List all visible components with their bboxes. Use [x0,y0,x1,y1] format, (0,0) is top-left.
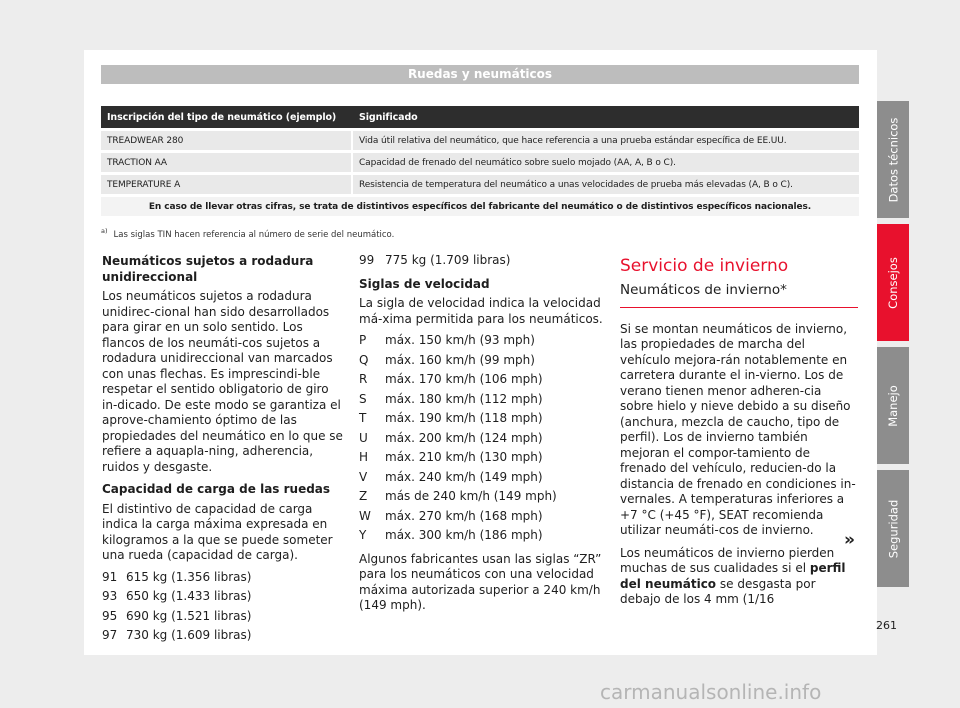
column-right [620,254,858,615]
table-note: En caso de llevar otras cifras, se trata de distintivos específicos del fabricante del neumático o de distintivos específicos nacionales. [101,197,859,216]
speed-value: máx. 300 km/h (186 mph) [385,528,543,542]
speed-value: máx. 180 km/h (112 mph) [385,391,543,406]
table-cell: TEMPERATURE A [101,175,353,194]
table-header-row [101,106,859,128]
paragraph: Algunos fabricantes usan las siglas “ZR” para los neumáticos con una velocidad máxima autorizada superior a 240 km/h (149 mph). [359,551,602,612]
speed-symbol: H [359,450,369,464]
table-header-cell: Inscripción del tipo de neumático (ejemplo) [101,106,353,128]
load-index: 97 [102,628,118,642]
text-run: Los neumáticos de invierno pierden muchas de sus cualidades si el [620,545,835,575]
tab-consejos[interactable] [877,224,909,341]
column-middle [359,254,603,621]
footnote-text: Las siglas TIN hacen referencia al número de serie del neumático. [113,229,395,240]
load-index: 91 [102,569,118,584]
section-title: Servicio de invierno [620,256,789,276]
speed-symbol: Y [359,528,367,542]
continue-chevron-icon: » [844,530,855,550]
list-item [102,568,346,588]
speed-symbol: T [359,411,367,425]
tab-label: Datos técnicos [886,117,900,202]
speed-symbol: V [359,469,368,484]
load-value: 690 kg (1.521 libras) [126,608,252,623]
list-item [359,370,603,390]
heading-speed: Siglas de velocidad [359,276,490,291]
table-header-cell: Significado [353,106,859,128]
tab-label: Consejos [886,256,900,309]
tab-seguridad[interactable] [877,470,909,587]
tire-inscription-table [101,103,859,219]
section-subtitle: Neumáticos de invierno* [620,283,858,308]
load-value: 650 kg (1.433 libras) [126,589,252,603]
table-row [101,153,859,172]
load-value: 730 kg (1.609 libras) [126,628,252,642]
paragraph: Si se montan neumáticos de invierno, las propiedades de marcha del vehículo mejora-rán notablemente en carretera durante el in-vierno. Los de verano tienen menor adheren-cia sobre hielo y nieve debido a su diseño (anchura, mezcla de caucho, tipo de perfil). Los de invierno también mejoran el compor-tamiento de frenado del vehículo, reducien-do la distancia de frenado en condiciones in-vernales. A temperaturas inferiores a +7 °C (+45 °F), SEAT recomienda utilizar neumáti-cos de invierno. [620,321,856,537]
list-item [102,626,346,646]
paragraph [620,546,858,608]
list-item [359,331,603,351]
list-item [359,351,603,371]
heading-unidirectional: Neumáticos sujetos a rodadura unidireccional [102,254,314,284]
speed-symbol: R [359,372,368,386]
load-index: 95 [102,608,118,623]
speed-symbol: Q [359,352,369,367]
watermark: carmanualsonline.info [600,680,822,704]
speed-symbol: W [359,508,371,523]
table-cell: Capacidad de frenado del neumático sobre suelo mojado (AA, A, B o C). [353,153,859,172]
column-left [102,254,346,646]
speed-symbol: U [359,430,368,445]
load-index: 93 [102,589,118,603]
tab-label: Seguridad [886,499,901,558]
speed-value: máx. 210 km/h (130 mph) [385,450,543,464]
footnote-mark: a) [101,227,108,235]
heading-load-capacity: Capacidad de carga de las ruedas [102,482,331,496]
paragraph: El distintivo de capacidad de carga indica la carga máxima expresada en kilogramos a la que se puede someter una rueda (capacidad de carga). [102,501,333,562]
list-item [102,607,346,627]
load-index: 99 [359,253,375,267]
speed-value: máx. 160 km/h (99 mph) [385,352,535,367]
tab-manejo[interactable] [877,347,909,464]
list-item [102,587,346,607]
list-item [359,429,603,449]
list-item [359,448,603,468]
table-row [101,131,859,150]
speed-value: máx. 190 km/h (118 mph) [385,411,543,425]
speed-value: máx. 150 km/h (93 mph) [385,333,535,347]
speed-symbol: P [359,333,367,347]
table-cell: TREADWEAR 280 [101,131,353,150]
text-run-bold: perfil del neumático [620,561,846,591]
list-item [359,251,603,271]
speed-value: máx. 270 km/h (168 mph) [385,508,543,523]
footnote [101,227,394,240]
list-item [359,390,603,410]
list-item [359,507,603,527]
tab-datos-tecnicos[interactable] [877,101,909,218]
paragraph: Los neumáticos sujetos a rodadura unidirec-cional han sido desarrollados para girar en un solo sentido. Los flancos de los neumáti-cos sujetos a rodadura unidireccional van marcados con unas flechas. Es imprescindi-ble respetar el sentido obligatorio de giro in-dicado. De este modo se garantiza el aprove-chamiento óptimo de las propiedades del neumático en lo que se refiere a aquapla-ning, adherencia, ruidos y desgaste. [102,289,343,474]
text-run: se desgasta por debajo de los 4 mm (1/16 [620,576,816,606]
section-header: Ruedas y neumáticos [101,65,859,84]
table-cell: Resistencia de temperatura del neumático a unas velocidades de prueba más elevadas (A, B o C). [353,175,859,194]
table-note-row [101,197,859,216]
list-item [359,409,603,429]
speed-value: máx. 170 km/h (106 mph) [385,372,543,386]
speed-value: máx. 200 km/h (124 mph) [385,430,543,445]
tab-label: Manejo [886,384,901,427]
list-item [359,487,603,507]
speed-symbol: S [359,391,367,406]
list-item [359,526,603,546]
speed-value: máx. 240 km/h (149 mph) [385,469,543,484]
paragraph: La sigla de velocidad indica la velocidad má-xima permitida para los neumáticos. [359,296,603,326]
speed-value: más de 240 km/h (149 mph) [385,489,557,503]
load-value: 615 kg (1.356 libras) [126,569,252,584]
load-value: 775 kg (1.709 libras) [385,253,511,267]
page-number: 261 [876,619,897,632]
table-cell: Vida útil relativa del neumático, que hace referencia a una prueba estándar específica de EE.UU. [353,131,859,150]
table-row [101,175,859,194]
speed-symbol: Z [359,489,368,503]
list-item [359,468,603,488]
table-cell: TRACTION AA [101,153,353,172]
